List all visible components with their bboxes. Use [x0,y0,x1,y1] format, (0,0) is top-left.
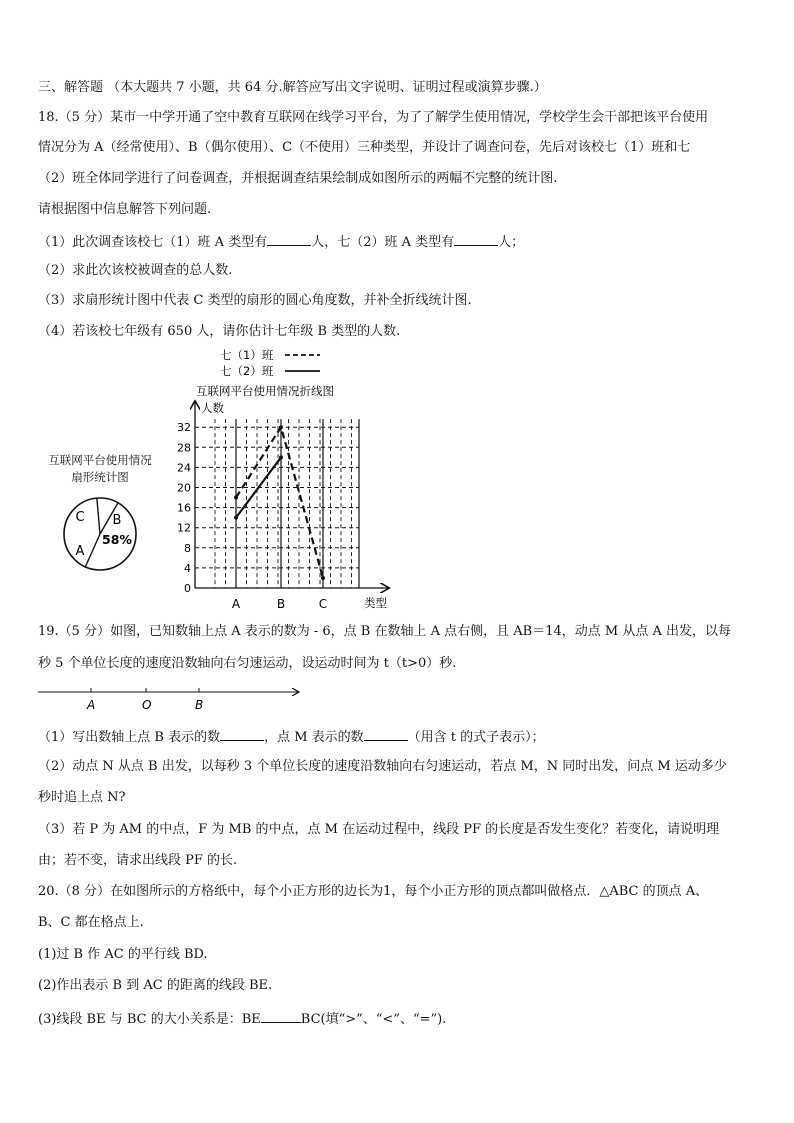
y-tick-label: 20 [177,481,191,495]
y-tick-label: 28 [177,441,191,455]
data-point [234,516,238,520]
legend-label-class-1: 七（1）班 [220,348,274,362]
section-title: 三、解答题 （本大题共 7 小题，共 64 分.解答应写出文字说明、证明过程或演算步骤.） [38,80,547,95]
q18-line-3: （2）班全体同学进行了问卷调查，并根据调查结果绘制成如图所示的两幅不完整的统计图. [38,171,558,186]
point-label-o: O [142,698,152,712]
q18-sub-1-c: 人； [498,235,525,250]
line-chart [168,346,408,616]
y-tick-label: 0 [184,582,191,595]
y-tick-label: 4 [184,561,191,575]
y-tick-label: 16 [177,501,191,515]
q20-sub-3 [38,1009,446,1029]
answer-blank [364,727,408,741]
q18-sub-1-b: 人，七（2）班 A 类型有 [311,235,455,250]
pie-slice-boundary [85,534,100,567]
q19-sub-1 [38,727,545,747]
answer-blank [454,232,498,246]
answer-blank [267,232,311,246]
x-tick-label: B [276,597,286,611]
q18-sub-1 [38,232,524,252]
q19-sub-2-line-1: （2）动点 N 从点 B 出发，以每秒 3 个单位长度的速度沿数轴向右匀速运动，若点 M，N 同时出发，问点 M 运动多少 [38,759,727,774]
q18-sub-3: （3）求扇形统计图中代表 C 类型的扇形的圆心角度数，并补全折线统计图. [38,293,472,308]
q19-line-1: 19.（5 分）如图，已知数轴上点 A 表示的数为 - 6，点 B 在数轴上 A 点右侧，且 AB＝14，动点 M 从点 A 出发，以每 [38,624,731,639]
x-tick-label: A [231,597,241,611]
line-chart-title: 互联网平台使用情况折线图 [196,384,334,398]
data-point [279,455,283,459]
q20-sub-3-b: BC(填“>”、“<”、“=”). [300,1012,447,1027]
q19-sub-1-a: （1）写出数轴上点 B 表示的数 [38,730,221,745]
q19-line-2: 秒 5 个单位长度的速度沿数轴向右匀速运动，设运动时间为 t（t>0）秒. [38,656,457,671]
series-line-1 [236,427,323,578]
q18-line-2: 情况分为 A（经常使用）、B（偶尔使用）、C（不使用）三种类型，并设计了调查问卷，先后对该校七（1）班和七 [38,140,691,155]
pie-chart [55,492,165,582]
pie-slice-value: 58% [102,532,132,547]
x-tick-label: C [318,597,328,611]
q19-sub-3-line-1: （3）若 P 为 AM 的中点，F 为 MB 的中点，点 M 在运动过程中，线段 PF 的长度是否发生变化？若变化，请说明理 [38,822,720,837]
pie-slice-label-a: A [75,544,85,559]
q20-line-1: 20.（8 分）在如图所示的方格纸中，每个小正方形的边长为1，每个小正方形的顶点都叫做格点．△ABC 的顶点 A、 [38,884,709,899]
y-tick-label: 8 [184,541,191,555]
q18-line-4: 请根据图中信息解答下列问题. [38,202,212,217]
legend-label-class-2: 七（2）班 [220,364,274,378]
q18-sub-4: （4）若该校七年级有 650 人，请你估计七年级 B 类型的人数. [38,324,401,339]
x-axis-label: 类型 [364,596,387,610]
q19-sub-1-b: ，点 M 表示的数 [264,730,364,745]
q19-sub-2-line-2: 秒时追上点 N? [38,790,126,805]
q19-sub-1-c: （用含 t 的式子表示）； [407,730,545,745]
y-axis-label: 人数 [201,401,224,415]
point-label-a: A [87,698,96,712]
pie-title-line-1: 互联网平台使用情况 [48,453,152,467]
y-tick-label: 32 [177,421,191,435]
q20-sub-3-a: (3)线段 BE 与 BC 的大小关系是：BE [38,1012,261,1027]
pie-slice-label-b: B [112,513,122,528]
pie-slice-boundary [97,498,100,534]
answer-blank [261,1009,301,1023]
data-point [279,425,283,429]
q19-sub-3-line-2: 由；若不变，请求出线段 PF 的长. [38,853,238,868]
pie-slice-label-c: C [75,510,85,525]
pie-chart-title [38,452,162,486]
q20-line-2: B、C 都在格点上. [38,915,144,930]
number-line [36,684,306,714]
answer-blank [220,727,264,741]
y-tick-label: 12 [177,521,191,535]
q18-sub-2: （2）求此次该校被调查的总人数. [38,263,233,278]
y-tick-label: 24 [177,461,191,475]
data-point [321,576,325,580]
q18-sub-1-a: （1）此次调查该校七（1）班 A 类型有 [38,235,268,250]
point-label-b: B [195,698,204,712]
pie-title-line-2: 扇形统计图 [71,470,129,484]
q18-line-1: 18.（5 分）某市一中学开通了空中教育互联网在线学习平台，为了了解学生使用情况，学校学生会干部把该平台使用 [38,110,709,125]
q20-sub-1: (1)过 B 作 AC 的平行线 BD. [38,947,208,962]
q20-sub-2: (2)作出表示 B 到 AC 的距离的线段 BE. [38,978,273,993]
data-point [234,496,238,500]
